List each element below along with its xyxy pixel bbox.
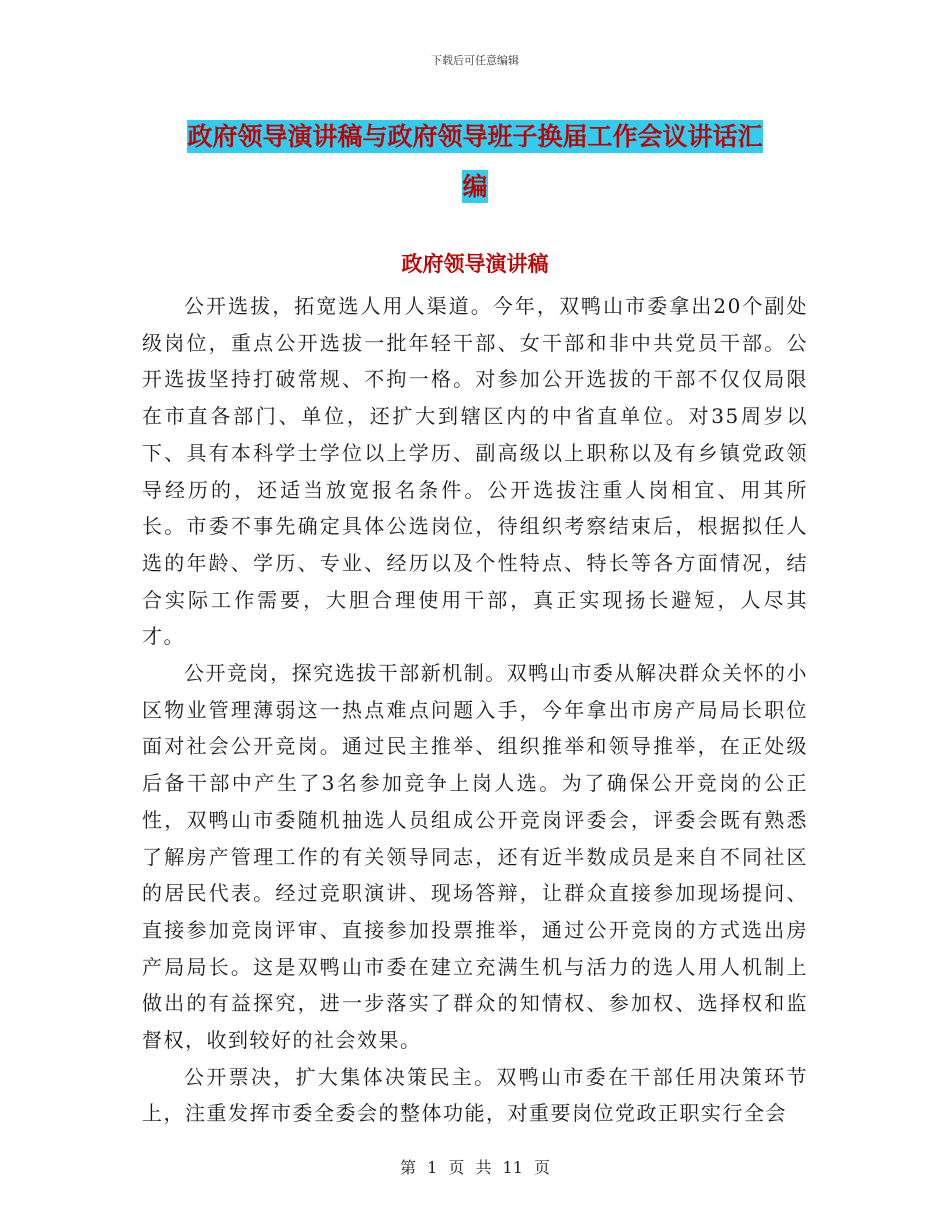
page-header-note: 下载后可任意编辑 [431, 54, 519, 67]
section-title: 政府领导演讲稿 [401, 251, 549, 276]
page-number-footer: 第 1 页 共 11 页 [400, 1158, 550, 1177]
document-title-line-2: 编 [462, 172, 488, 201]
paragraph-3: 公开票决，扩大集体决策民主。双鸭山市委在干部任用决策环节上，注重发挥市委全委会的整体功能，对重要岗位党政正职实行全会 [142, 1064, 808, 1126]
document-title [150, 112, 800, 212]
paragraph-1: 公开选拔，拓宽选人用人渠道。今年，双鸭山市委拿出20个副处级岗位，重点公开选拔一批年轻干部、女干部和非中共党员干部。公开选拔坚持打破常规、不拘一格。对参加公开选拔的干部不仅仅局限在市直各部门、单位，还扩大到辖区内的中省直单位。对35周岁以下、具有本科学士学位以上学历、副高级以上职称以及有乡镇党政领导经历的，还适当放宽报名条件。公开选拔注重人岗相宜、用其所长。市委不事先确定具体公选岗位，待组织考察结束后，根据拟任人选的年龄、学历、专业、经历以及个性特点、特长等各方面情况，结合实际工作需要，大胆合理使用干部，真正实现扬长避短，人尽其才。 [142, 294, 808, 649]
paragraph-2: 公开竞岗，探究选拔干部新机制。双鸭山市委从解决群众关怀的小区物业管理薄弱这一热点难点问题入手，今年拿出市房产局局长职位面对社会公开竞岗。通过民主推举、组织推举和领导推举，在正处级后备干部中产生了3名参加竞争上岗人选。为了确保公开竞岗的公正性，双鸭山市委随机抽选人员组成公开竞岗评委会，评委会既有熟悉了解房产管理工作的有关领导同志，还有近半数成员是来自不同社区的居民代表。经过竞职演讲、现场答辩，让群众直接参加现场提问、直接参加竞岗评审、直接参加投票推举，通过公开竞岗的方式选出房产局局长。这是双鸭山市委在建立充满生机与活力的选人用人机制上做出的有益探究，进一步落实了群众的知情权、参加权、选择权和监督权，收到较好的社会效果。 [142, 661, 808, 1053]
body-text [142, 288, 808, 1132]
document-title-line-1: 政府领导演讲稿与政府领导班子换届工作会议讲话汇 [187, 122, 763, 151]
